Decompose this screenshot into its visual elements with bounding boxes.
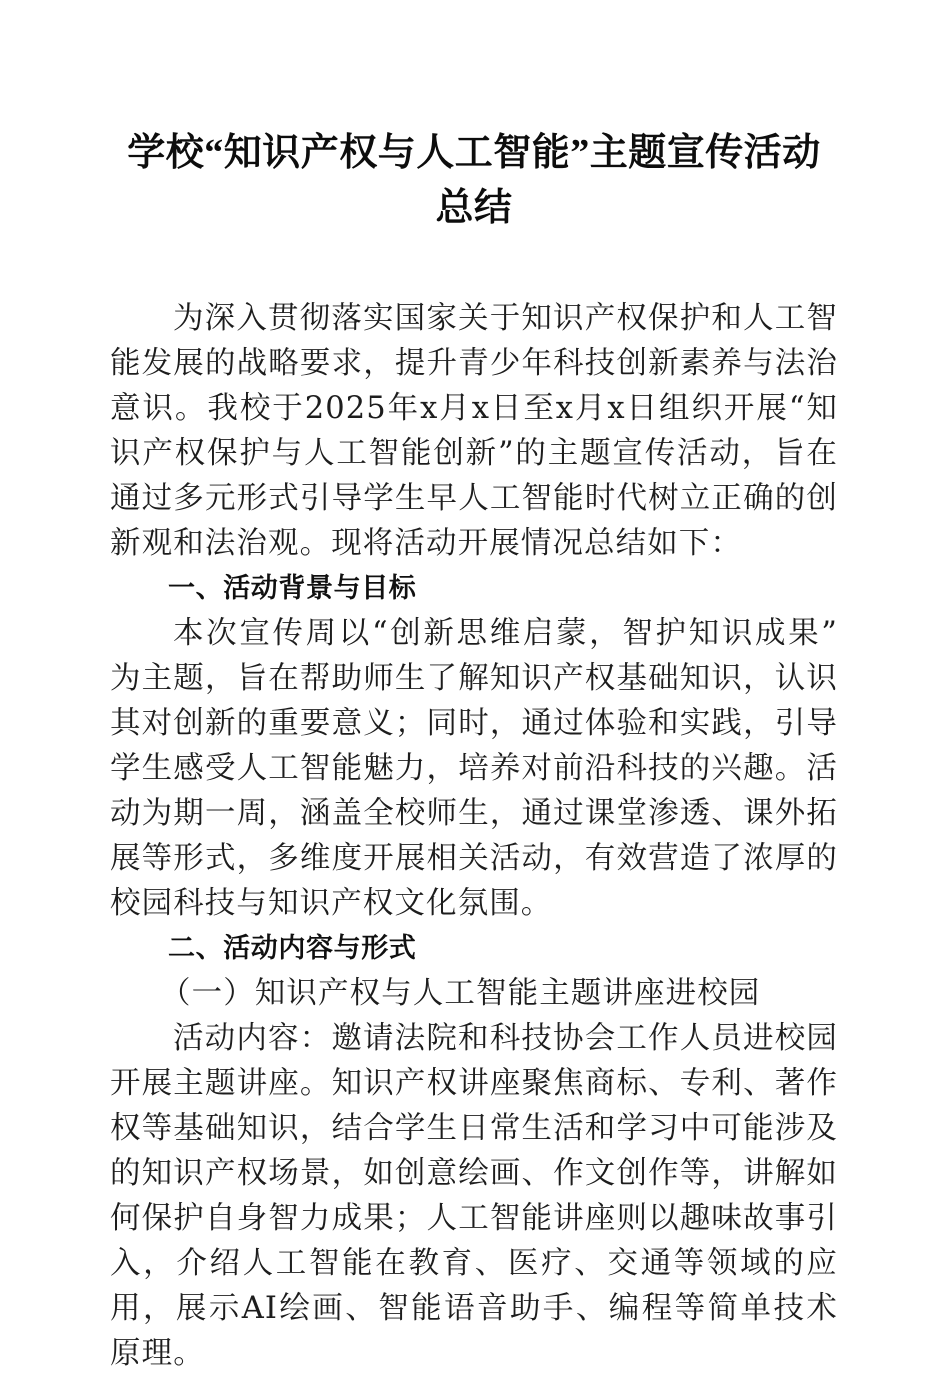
section-one-paragraph: 本次宣传周以“创新思维启蒙，智护知识成果”为主题，旨在帮助师生了解知识产权基础知识，认识其对创新的重要意义；同时，通过体验和实践，引导学生感受人工智能魅力，培养对前沿科技的兴趣。活动为期一周，涵盖全校师生，通过课堂渗透、课外拓展等形式，多维度开展相关活动，有效营造了浓厚的校园科技与知识产权文化氛围。 xyxy=(110,616,838,921)
subsection-heading-one: （一）知识产权与人工智能主题讲座进校园 xyxy=(160,976,761,1011)
section-heading-one: 一、活动背景与目标 xyxy=(168,573,417,604)
page-title: 学校“知识产权与人工智能”主题宣传活动总结 xyxy=(127,132,821,229)
intro-paragraph: 为深入贯彻落实国家关于知识产权保护和人工智能发展的战略要求，提升青少年科技创新素养与法治意识。我校于2025年x月x日至x月x日组织开展“知识产权保护与人工智能创新”的主题宣传活动，旨在通过多元形式引导学生早人工智能时代树立正确的创新观和法治观。现将活动开展情况总结如下： xyxy=(110,301,838,561)
subsection-one-paragraph: 活动内容：邀请法院和科技协会工作人员进校园开展主题讲座。知识产权讲座聚焦商标、专利、著作权等基础知识，结合学生日常生活和学习中可能涉及的知识产权场景，如创意绘画、作文创作等，讲解如何保护自身智力成果；人工智能讲座则以趣味故事引入，介绍人工智能在教育、医疗、交通等领域的应用，展示AI绘画、智能语音助手、编程等简单技术原理。 xyxy=(110,1021,838,1371)
section-heading-two: 二、活动内容与形式 xyxy=(168,933,417,964)
